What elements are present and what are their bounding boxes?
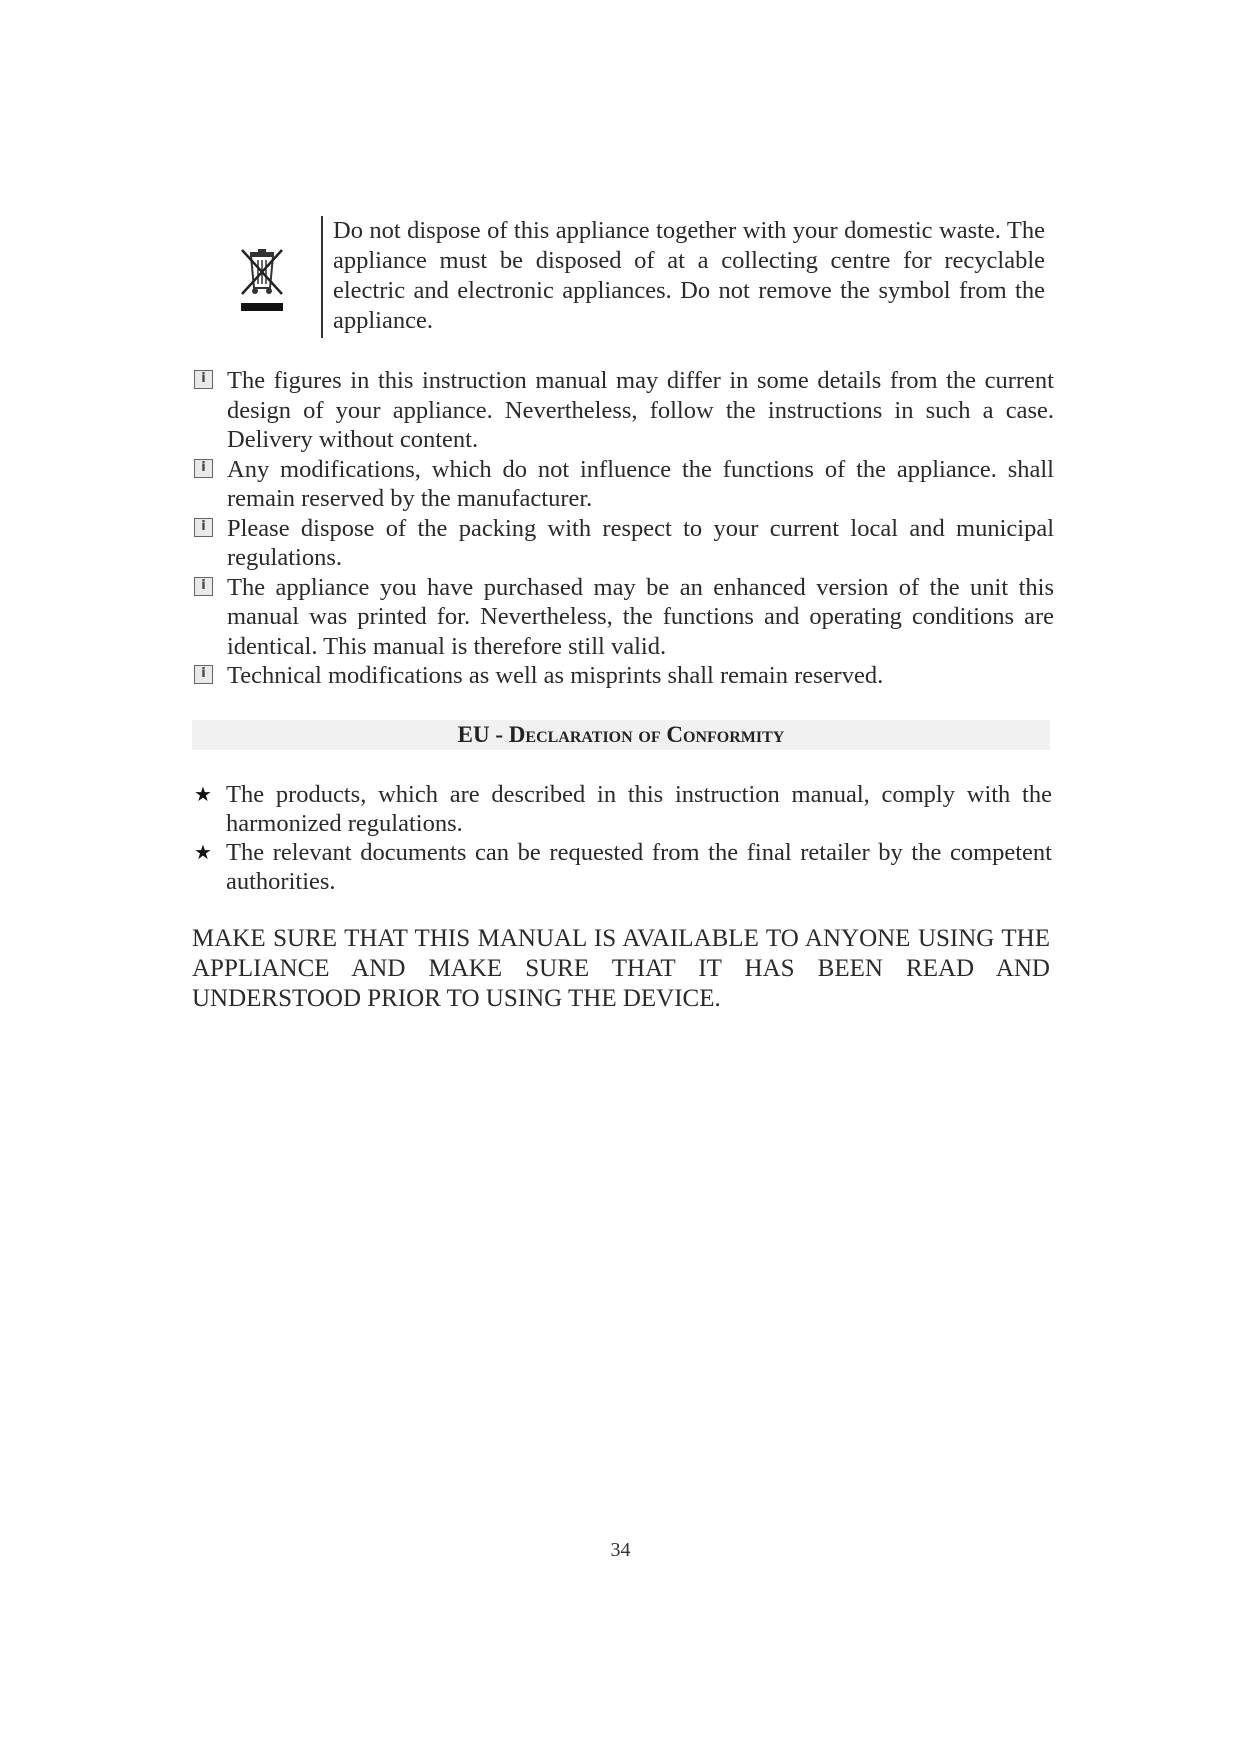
info-item-text: Any modifications, which do not influence the functions of the appliance. shall remain reserved by the manufacturer. (227, 455, 1054, 512)
disposal-notice (205, 216, 1051, 338)
info-item-text: The appliance you have purchased may be an enhanced version of the unit this manual was printed for. Nevertheless, the functions and operating conditions are identical. This manual is therefore still valid. (227, 573, 1054, 660)
info-list (194, 366, 1054, 691)
list-item (194, 838, 1052, 896)
info-icon: i (194, 518, 213, 537)
page-number: 34 (610, 1539, 631, 1561)
section-heading: EU - Declaration of Conformity (192, 720, 1050, 750)
info-item (194, 661, 1054, 691)
crossed-out-wheelie-bin-icon (237, 246, 287, 314)
info-item (194, 366, 1054, 455)
list-item-text: The relevant documents can be requested from the final retailer by the competent authorities. (226, 839, 1052, 895)
info-icon: i (194, 665, 213, 684)
list-item-text: The products, which are described in this instruction manual, comply with the harmonized regulations. (226, 781, 1052, 837)
info-icon: i (194, 577, 213, 596)
info-item (194, 455, 1054, 514)
info-item-text: Technical modifications as well as misprints shall remain reserved. (227, 662, 884, 689)
conformity-list (194, 780, 1052, 896)
info-item-text: The figures in this instruction manual may differ in some details from the current design of your appliance. Nevertheless, follow the instructions in such a case. Delivery without content. (227, 367, 1054, 453)
info-item-text: Please dispose of the packing with respect to your current local and municipal regulations. (227, 514, 1054, 571)
info-item (194, 514, 1054, 573)
star-icon: ★ (194, 840, 212, 864)
info-item (194, 573, 1054, 662)
info-icon: i (194, 370, 213, 389)
disposal-text: Do not dispose of this appliance together with your domestic waste. The appliance must be disposed of at a collecting centre for recyclable electric and electronic appliances. Do not remove the symbol from the appliance. (321, 216, 1045, 338)
manual-availability-notice: MAKE SURE THAT THIS MANUAL IS AVAILABLE TO ANYONE USING THE APPLIANCE AND MAKE SURE THAT IT HAS BEEN READ AND UNDERSTOOD PRIOR TO USING THE DEVICE. (192, 925, 1050, 1012)
list-item (194, 780, 1052, 838)
star-icon: ★ (194, 782, 212, 806)
info-icon: i (194, 459, 213, 478)
